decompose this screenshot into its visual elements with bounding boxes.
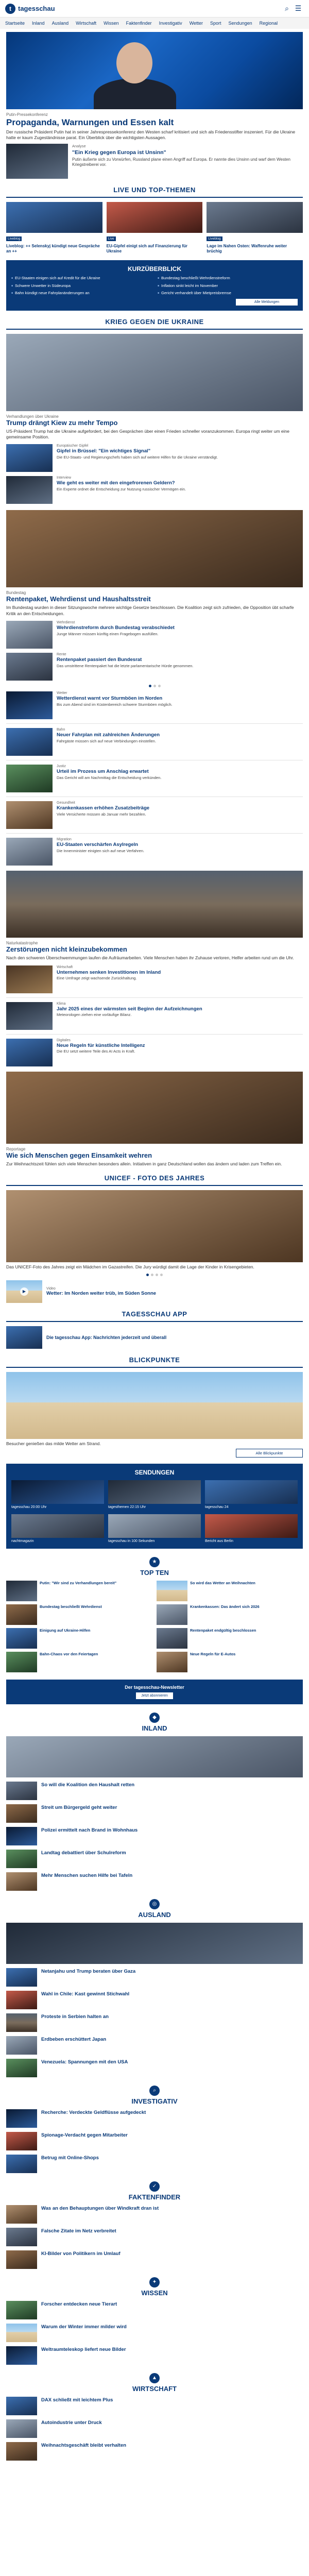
divider — [6, 1034, 303, 1035]
headline: Spionage-Verdacht gegen Mitarbeiter — [41, 2132, 128, 2138]
hero-image[interactable] — [6, 32, 303, 109]
sendung-item[interactable] — [205, 1480, 298, 1510]
thumbnail — [6, 1804, 37, 1823]
list-item[interactable] — [6, 2036, 303, 2055]
app-section-title: TAGESSCHAU APP — [122, 1310, 187, 1318]
nav-item[interactable]: Startseite — [5, 21, 25, 26]
nav-item[interactable]: Ausland — [52, 21, 69, 26]
headline: Landtag debattiert über Schulreform — [41, 1850, 126, 1856]
all-blickpunkte-button[interactable]: Alle Blickpunkte — [236, 1449, 303, 1458]
nav-item[interactable]: Faktenfinder — [126, 21, 152, 26]
teaser: Junge Männer müssen künftig einen Fragebogen ausfüllen. — [57, 631, 159, 636]
thumbnail — [6, 2132, 37, 2150]
topten-item[interactable] — [157, 1652, 303, 1672]
search-icon[interactable]: ⌕ — [285, 4, 289, 12]
blickpunkte-caption: Besucher genießen das milde Wetter am Strand. — [6, 1440, 101, 1446]
thumbnail — [205, 1480, 298, 1504]
topten-item[interactable] — [6, 1581, 152, 1601]
list-item[interactable] — [6, 2013, 303, 2032]
divider — [6, 197, 303, 198]
teaser: Zur Weihnachtszeit fühlen sich viele Menschen besonders allein. Initiativen in ganz Deutschland wollen das ändern und laden zum Treffen ein. — [6, 1161, 282, 1166]
video-teaser[interactable] — [6, 1280, 303, 1303]
list-item[interactable] — [6, 444, 303, 472]
list-item[interactable] — [6, 2301, 303, 2319]
kicker: Bundestag — [6, 590, 26, 596]
thumbnail — [6, 1850, 37, 1868]
thumbnail — [11, 1514, 104, 1538]
list-item[interactable] — [6, 2059, 303, 2077]
headline: So will die Koalition den Haushalt retten — [41, 1782, 135, 1788]
thumbnail — [6, 1581, 37, 1601]
thumbnail — [6, 2250, 37, 2269]
sendung-label: tagesschau 20:00 Uhr — [11, 1505, 47, 1510]
thumbnail — [6, 1827, 37, 1845]
thumbnail — [6, 2301, 37, 2319]
headline: Einigung auf Ukraine-Hilfen — [40, 1628, 91, 1633]
magnifier-icon: ⌕ — [149, 2086, 160, 2096]
list-item[interactable] — [6, 2442, 303, 2461]
kicker: Wehrdienst — [57, 621, 75, 625]
unicef-section-title: UNICEF - FOTO DES JAHRES — [104, 1174, 205, 1182]
headline: Weihnachtsgeschäft bleibt verhalten — [41, 2442, 127, 2448]
thumbnail — [157, 1628, 187, 1649]
topten-item[interactable] — [157, 1628, 303, 1649]
card-caption: EU-Gipfel einigt sich auf Finanzierung für Ukraine — [106, 244, 188, 254]
divider — [6, 1367, 303, 1368]
divider — [6, 329, 303, 330]
thumbnail — [11, 1480, 104, 1504]
list-item[interactable] — [6, 2324, 303, 2342]
list-item[interactable] — [6, 2397, 303, 2415]
headline: KI-Bilder von Politikern im Umlauf — [41, 2250, 121, 2257]
newsletter-box — [6, 1680, 303, 1704]
thumbnail — [157, 1604, 187, 1625]
teaser: US-Präsident Trump hat die Ukraine aufgefordert, bei den Gesprächen über einen Frieden schneller voranzukommen. Europa ringt weiter um eine gemeinsame Position. — [6, 428, 289, 440]
thumbnail — [6, 2346, 37, 2365]
hero-figure-head — [116, 42, 152, 83]
kicker: Rente — [57, 653, 66, 657]
kurz-item[interactable]: ■ Inflation sinkt leicht im November — [158, 283, 298, 288]
headline: Rentenpaket endgültig beschlossen — [190, 1628, 256, 1633]
headline: Putin: "Wir sind zu Verhandlungen bereit" — [40, 1580, 117, 1585]
check-icon: ✓ — [149, 2181, 160, 2192]
teaser: Ein Experte ordnet die Entscheidung zur Nutzung russischer Vermögen ein. — [57, 486, 186, 492]
sendung-item[interactable] — [11, 1480, 104, 1510]
list-item[interactable] — [6, 765, 303, 792]
headline: Unternehmen senken Investitionen im Inland — [57, 969, 161, 975]
headline[interactable]: Zerstörungen nicht kleinzubekommen — [6, 945, 127, 954]
headline: "Ein Krieg gegen Europa ist Unsinn" — [72, 149, 166, 156]
kurz-item[interactable]: ■ Gericht verhandelt über Mietpreisbremse — [158, 291, 298, 295]
thumbnail — [6, 1968, 37, 1987]
topten-head — [6, 1557, 303, 1577]
kurz-item[interactable]: ■ EU-Staaten einigen sich auf Kredit für die Ukraine — [11, 276, 151, 280]
kicker: Verhandlungen über Ukraine — [6, 414, 59, 419]
kicker: Wetter — [57, 691, 67, 696]
section-title: FAKTENFINDER — [128, 2193, 181, 2201]
section-title: INLAND — [142, 1724, 167, 1732]
headline[interactable]: Wie sich Menschen gegen Einsamkeit wehren — [6, 1151, 152, 1159]
teaser: Eine Umfrage zeigt wachsende Zurückhaltung. — [57, 976, 137, 981]
app-text: Die tagesschau App: Nachrichten jederzeit und überall — [46, 1334, 167, 1340]
teaser: Das umstrittene Rentenpaket hat die letzte parlamentarische Hürde genommen. — [57, 663, 194, 668]
topten-item[interactable] — [6, 1628, 152, 1649]
thumbnail — [6, 1628, 37, 1649]
logo-mark: t — [5, 4, 15, 14]
list-item[interactable] — [6, 2205, 303, 2224]
topten-row — [6, 1604, 303, 1625]
divider — [6, 833, 303, 834]
list-item[interactable] — [6, 2155, 303, 2173]
divider — [6, 1321, 303, 1322]
thumbnail — [6, 765, 53, 792]
topten-item[interactable] — [6, 1652, 152, 1672]
list-item[interactable] — [6, 1002, 303, 1030]
teaser: Die Innenminister einigten sich auf neue Verfahren. — [57, 848, 145, 853]
live-cards — [6, 202, 303, 254]
kicker: Wirtschaft — [57, 965, 73, 969]
thumbnail — [6, 1039, 53, 1066]
teaser: Meteorologen ziehen eine vorläufige Bilanz. — [57, 1012, 132, 1018]
chart-icon: ▲ — [149, 2373, 160, 2383]
headline: Was an den Behauptungen über Windkraft dran ist — [41, 2205, 159, 2211]
app-teaser[interactable] — [6, 1326, 303, 1349]
blickpunkte-section-title: BLICKPUNKTE — [129, 1355, 180, 1364]
teaser: Im Bundestag wurden in dieser Sitzungswoche mehrere wichtige Gesetze beschlossen. Die Koalition zeigt sich zufrieden, die Opposition übt scharfe Kritik an den Entscheidungen. — [6, 605, 294, 616]
teaser: Das Gericht will am Nachmittag die Entscheidung verkünden. — [57, 775, 162, 780]
kicker: Gesundheit — [57, 801, 75, 805]
sendung-item[interactable] — [108, 1514, 201, 1544]
divider — [6, 796, 303, 797]
list-item[interactable] — [6, 1991, 303, 2009]
lightbulb-icon: ✦ — [149, 2277, 160, 2287]
sendungen-panel — [6, 1464, 303, 1549]
video-thumbnail — [6, 1280, 42, 1303]
section-title: WIRTSCHAFT — [132, 2384, 177, 2393]
headline: Wie geht es weiter mit den eingefrorenen Geldern? — [57, 480, 175, 486]
thumbnail — [6, 653, 53, 681]
headline: Recherche: Verdeckte Geldflüsse aufgedeckt — [41, 2109, 146, 2115]
headline: Krankenkassen erhöhen Zusatzbeiträge — [57, 805, 150, 811]
live-card[interactable] — [207, 202, 303, 254]
inland-head — [6, 1713, 303, 1732]
teaser: Die EU-Staats- und Regierungschefs haben sich auf weitere Hilfen für die Ukraine verständigt. — [57, 454, 218, 460]
sendung-item[interactable] — [205, 1514, 298, 1544]
headline[interactable]: Rentenpaket, Wehrdienst und Haushaltsstreit — [6, 595, 151, 603]
thumbnail — [6, 2036, 37, 2055]
nav-item[interactable]: Sport — [210, 21, 221, 26]
card-caption: Lage im Nahen Osten: Waffenruhe weiter brüchig — [207, 244, 287, 254]
pager[interactable] — [0, 685, 309, 687]
kicker: Reportage — [6, 1146, 26, 1151]
headline: Polizei ermittelt nach Brand in Wohnhaus — [41, 1827, 138, 1833]
list-item[interactable] — [6, 965, 303, 993]
list-item[interactable] — [6, 838, 303, 866]
globe-icon: ◎ — [149, 1899, 160, 1909]
nav-item[interactable]: Investigativ — [159, 21, 182, 26]
live-card[interactable] — [6, 202, 102, 254]
list-item[interactable] — [6, 653, 303, 681]
blickpunkte-image[interactable] — [6, 1372, 303, 1439]
bundestag-image[interactable] — [6, 510, 303, 587]
teaser: Die EU setzt weitere Teile des AI Acts in Kraft. — [57, 1049, 135, 1054]
thumbnail — [6, 2109, 37, 2128]
thumbnail — [6, 965, 53, 993]
list-item[interactable] — [6, 1804, 303, 1823]
thumbnail — [6, 801, 53, 829]
thumbnail — [6, 1002, 53, 1030]
sendung-label: tagesschau 24 — [205, 1505, 229, 1510]
headline: Wehrdienstreform durch Bundestag verabschiedet — [57, 625, 175, 631]
sendung-label: nachtmagazin — [11, 1539, 34, 1543]
kicker: Naturkatastrophe — [6, 941, 38, 946]
nav-item[interactable]: Wetter — [189, 21, 203, 26]
hero-title[interactable]: Propaganda, Warnungen und Essen kalt — [6, 117, 174, 127]
headline: Erdbeben erschüttert Japan — [41, 2036, 107, 2042]
hero-teaser: Der russische Präsident Putin hat in seiner Jahrespressekonferenz den Westen scharf kritisiert und sich als Friedensstifter inszeniert. Für die Ukraine hatte er kaum Zugeständnisse parat. Ein Überblick über die wichtigsten Aussagen. — [6, 129, 296, 141]
newsletter-title: Der tagesschau-Newsletter — [125, 1684, 184, 1690]
all-news-button[interactable]: Alle Meldungen — [236, 299, 298, 306]
thumbnail — [107, 202, 203, 233]
play-icon: ▶ — [20, 1287, 28, 1296]
nav-item[interactable]: Inland — [32, 21, 45, 26]
headline: Venezuela: Spannungen mit den USA — [41, 2059, 128, 2065]
star-icon: ★ — [149, 1557, 160, 1567]
thumbnail — [6, 144, 68, 179]
section-title: WISSEN — [141, 2289, 168, 2297]
inland-image[interactable] — [6, 1736, 303, 1777]
main-nav — [0, 18, 309, 29]
list-item[interactable] — [6, 1850, 303, 1868]
kicker: Migration — [57, 838, 72, 842]
sendung-label: tagesschau in 100 Sekunden — [108, 1539, 155, 1543]
headline: Wahl in Chile: Kast gewinnt Stichwahl — [41, 1991, 130, 1997]
thumbnail — [108, 1514, 201, 1538]
kurz-item[interactable]: ■ Bundestag beschließt Wehrdienstreform — [158, 276, 298, 280]
teaser: Nach den schweren Überschwemmungen laufen die Aufräumarbeiten. Viele Menschen haben ihr Zuhause verloren, Helfer arbeiten rund um die Uhr. — [6, 955, 294, 961]
thumbnail — [6, 2324, 37, 2342]
sendung-item[interactable] — [11, 1514, 104, 1544]
nav-item[interactable]: Regional — [259, 21, 278, 26]
thumbnail — [6, 621, 53, 649]
thumbnail — [6, 691, 53, 719]
divider — [6, 997, 303, 998]
kicker: Europäischer Gipfel — [57, 444, 89, 448]
sendung-item[interactable] — [108, 1480, 201, 1510]
list-item[interactable] — [6, 2346, 303, 2365]
live-tag: Liveblog — [6, 236, 22, 241]
thumbnail — [205, 1514, 298, 1538]
headline: Autoindustrie unter Druck — [41, 2419, 102, 2426]
top-bar — [0, 0, 309, 18]
list-item[interactable] — [6, 2419, 303, 2438]
headline: Jahr 2025 eines der wärmsten seit Beginn der Aufzeichnungen — [57, 1006, 202, 1012]
headline: Betrug mit Online-Shops — [41, 2155, 99, 2161]
list-item[interactable] — [6, 2132, 303, 2150]
nav-item[interactable]: Sendungen — [228, 21, 252, 26]
thumbnail — [6, 728, 53, 756]
logo[interactable] — [5, 4, 55, 14]
pager[interactable] — [0, 1274, 309, 1276]
list-item[interactable] — [6, 2109, 303, 2128]
kurz-item[interactable]: ■ Bahn kündigt neue Fahrplanänderungen an — [11, 291, 151, 295]
thumbnail — [6, 1872, 37, 1891]
thumbnail — [6, 2155, 37, 2173]
kicker: Bahn — [57, 728, 65, 732]
headline: Bahn-Chaos vor den Feiertagen — [40, 1651, 98, 1656]
section-title: INVESTIGATIV — [131, 2097, 178, 2105]
list-item[interactable] — [6, 1872, 303, 1891]
headline: Wetterdienst warnt vor Sturmböen im Norden — [57, 696, 163, 702]
headline: Falsche Zitate im Netz verbreitet — [41, 2228, 116, 2234]
list-item[interactable] — [6, 1968, 303, 1987]
nav-item[interactable]: Wirtschaft — [76, 21, 97, 26]
thumbnail — [6, 1652, 37, 1672]
headline: So wird das Wetter an Weihnachten — [190, 1580, 255, 1585]
headline: Streit um Bürgergeld geht weiter — [41, 1804, 117, 1810]
kicker: Video — [46, 1286, 56, 1291]
thumbnail — [6, 2013, 37, 2032]
investigativ-head — [6, 2086, 303, 2105]
thumbnail — [6, 476, 53, 504]
faktenfinder-head — [6, 2181, 303, 2201]
topten-row — [6, 1628, 303, 1649]
thumbnail — [6, 2442, 37, 2461]
list-item[interactable] — [6, 2250, 303, 2269]
list-item[interactable] — [6, 1039, 303, 1066]
thumbnail — [6, 2205, 37, 2224]
nav-item[interactable]: Wissen — [104, 21, 119, 26]
newsletter-button[interactable]: Jetzt abonnieren — [136, 1692, 173, 1699]
thumbnail — [6, 202, 102, 233]
panel-title: SENDUNGEN — [134, 1469, 175, 1477]
headline: Proteste in Serbien halten an — [41, 2013, 109, 2020]
kicker: Klima — [57, 1002, 66, 1006]
kurzueberblick-panel — [6, 260, 303, 310]
hero-sub-item[interactable] — [6, 144, 303, 179]
ukraine-section-title: KRIEG GEGEN DIE UKRAINE — [105, 317, 204, 326]
headline: Wetter: Im Norden weiter trüb, im Süden Sonne — [46, 1290, 157, 1296]
kicker: Digitales — [57, 1038, 71, 1042]
thumbnail — [207, 202, 303, 233]
app-thumbnail — [6, 1326, 42, 1349]
headline: Urteil im Prozess um Anschlag erwartet — [57, 769, 149, 775]
thumbnail — [6, 2397, 37, 2415]
headline: Neuer Fahrplan mit zahlreichen Änderungen — [57, 732, 160, 738]
teaser: Putin äußerte sich zu Vorwürfen, Russland plane einen Angriff auf Europa. Er nannte dies Unsinn und warf dem Westen Kriegstreiberei vor. — [72, 157, 290, 167]
thumbnail — [6, 2419, 37, 2438]
list-item[interactable] — [6, 691, 303, 719]
ausland-head — [6, 1899, 303, 1919]
unicef-photo[interactable] — [6, 1190, 303, 1262]
wirtschaft-head — [6, 2373, 303, 2393]
headline: Gipfel in Brüssel: "Ein wichtiges Signal" — [57, 448, 151, 454]
headline: Bundestag beschließt Wehrdienst — [40, 1604, 102, 1609]
menu-icon[interactable]: ☰ — [295, 4, 302, 12]
headline: Weltraumteleskop liefert neue Bilder — [41, 2346, 126, 2352]
wissen-head — [6, 2277, 303, 2297]
thumbnail — [6, 444, 53, 472]
headline: Warum der Winter immer milder wird — [41, 2324, 127, 2330]
thumbnail — [6, 1604, 37, 1625]
thumbnail — [6, 838, 53, 866]
unicef-caption: Das UNICEF-Foto des Jahres zeigt ein Mädchen im Gazastreifen. Die Jury würdigt damit die Lage der Kinder in Krisengebieten. — [6, 1264, 254, 1270]
sendung-label: Bericht aus Berlin — [205, 1539, 233, 1543]
live-tag: Live — [107, 236, 116, 241]
thumbnail — [157, 1652, 187, 1672]
kicker: Interview — [57, 476, 72, 480]
kicker: Analyse — [72, 144, 86, 149]
teaser: Bis zum Abend sind im Küstenbereich schwere Sturmböen möglich. — [57, 702, 173, 707]
section-title: AUSLAND — [138, 1910, 171, 1919]
hero-kicker: Putin-Pressekonferenz — [6, 112, 48, 117]
panel-title: KURZÜBERBLICK — [128, 265, 181, 273]
germany-icon: ◆ — [149, 1713, 160, 1723]
headline: Krankenkassen: Das ändert sich 2026 — [190, 1604, 260, 1609]
thumbnail — [6, 1991, 37, 2009]
list-item[interactable] — [6, 1827, 303, 1845]
thumbnail — [6, 1782, 37, 1800]
headline: Rentenpaket passiert den Bundesrat — [57, 657, 142, 663]
list-item[interactable] — [6, 621, 303, 649]
list-item[interactable] — [6, 476, 303, 504]
live-section-title: LIVE UND TOP-THEMEN — [113, 186, 196, 194]
live-card[interactable] — [107, 202, 203, 254]
list-item[interactable] — [6, 1782, 303, 1800]
kicker: Justiz — [57, 765, 66, 769]
thumbnail — [6, 2228, 37, 2246]
thumbnail — [6, 2059, 37, 2077]
divider — [6, 723, 303, 724]
kurz-item[interactable]: ■ Schwere Unwetter in Südeuropa — [11, 283, 151, 288]
topten-row — [6, 1652, 303, 1672]
card-caption: Liveblog: ++ Selenskyj kündigt neue Gespräche an ++ — [6, 244, 100, 254]
divider — [6, 1185, 303, 1186]
feature-image[interactable] — [6, 871, 303, 938]
feature-image[interactable] — [6, 1072, 303, 1144]
headline: Mehr Menschen suchen Hilfe bei Tafeln — [41, 1872, 133, 1878]
headline: DAX schließt mit leichtem Plus — [41, 2397, 113, 2403]
topten-item[interactable] — [6, 1604, 152, 1625]
topten-item[interactable] — [157, 1604, 303, 1625]
section-title: TOP TEN — [140, 1568, 169, 1577]
ukraine-main-image[interactable] — [6, 334, 303, 411]
topten-item[interactable] — [157, 1581, 303, 1601]
teaser: Viele Versicherte müssen ab Januar mehr bezahlen. — [57, 811, 146, 817]
headline: EU-Staaten verschärfen Asylregeln — [57, 842, 139, 848]
live-tag: Liveblog — [207, 236, 222, 241]
list-item[interactable] — [6, 2228, 303, 2246]
ausland-image[interactable] — [6, 1923, 303, 1964]
headline: Neue Regeln für E-Autos — [190, 1651, 236, 1656]
logo-text: tagesschau — [18, 5, 55, 12]
thumbnail — [108, 1480, 201, 1504]
list-item[interactable] — [6, 728, 303, 756]
sendung-label: tagesthemen 22:15 Uhr — [108, 1505, 146, 1510]
teaser: Fahrgäste müssen sich auf neue Verbindungen einstellen. — [57, 738, 157, 743]
thumbnail — [157, 1581, 187, 1601]
headline: Netanjahu und Trump beraten über Gaza — [41, 1968, 136, 1974]
headline: Forscher entdecken neue Tierart — [41, 2301, 117, 2307]
list-item[interactable] — [6, 801, 303, 829]
headline[interactable]: Trump drängt Kiew zu mehr Tempo — [6, 418, 118, 427]
headline: Neue Regeln für künstliche Intelligenz — [57, 1042, 145, 1048]
topten-row — [6, 1581, 303, 1601]
